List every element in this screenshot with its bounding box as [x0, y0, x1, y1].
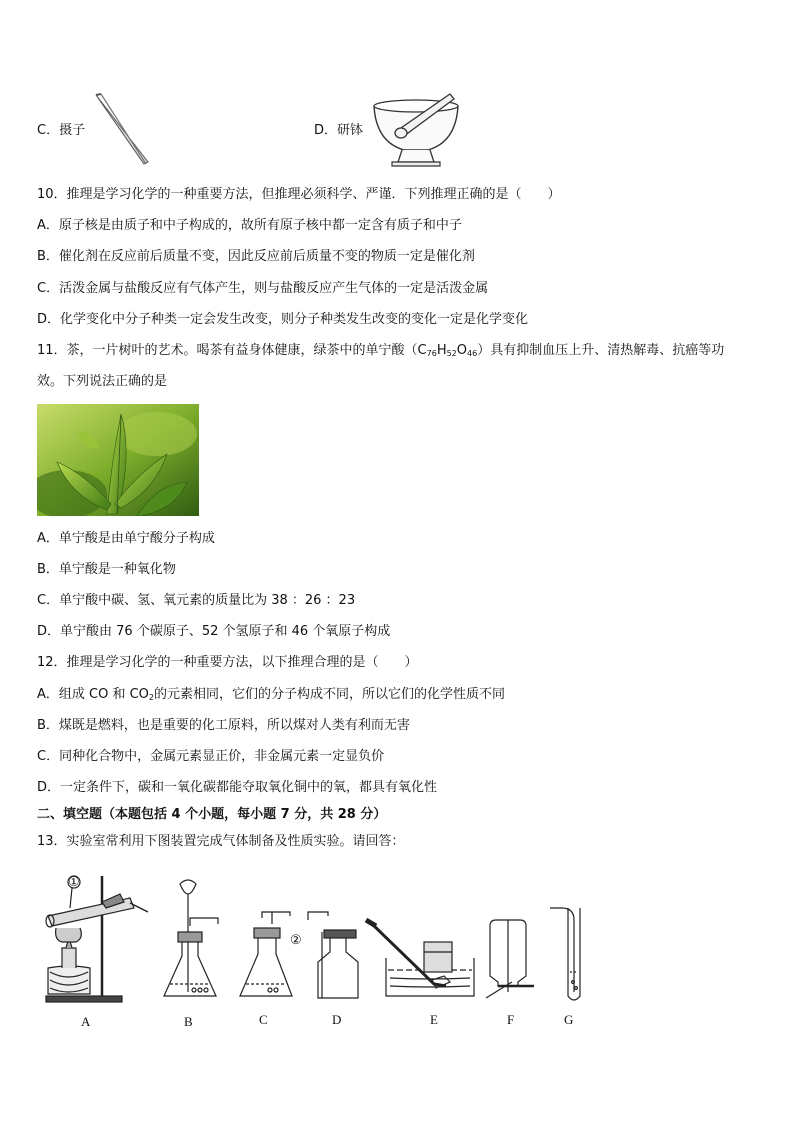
- q11-stem: 11．茶，一片树叶的艺术。喝茶有益身体健康，绿茶中的单宁酸$(C_{76}H_{52}O_{46})$具有抑制血压上升、清热解毒、抗癌等功: [37, 343, 725, 358]
- q12-option-b: B．煤既是燃料，也是重要的化工原料，所以煤对人类有利而无害: [37, 718, 410, 733]
- q10-option-d: D．化学变化中分子种类一定会发生改变，则分子种类发生改变的变化一定是化学变化: [37, 312, 529, 327]
- label-g: G: [564, 1012, 574, 1027]
- apparatus-b: [164, 880, 218, 996]
- label-a: A: [81, 1014, 91, 1029]
- q10-option-b: B．催化剂在反应前后质量不变，因此反应前后质量不变的物质一定是催化剂: [37, 249, 475, 264]
- apparatus-e: [366, 920, 474, 996]
- q12-option-d: D．一定条件下，碳和一氧化碳都能夺取氧化铜中的氧，都具有氧化性: [37, 780, 438, 795]
- q10-option-a: A．原子核是由质子和中子构成的，故所有原子核中都一定含有质子和中子: [37, 218, 462, 233]
- q11-option-d: D．单宁酸由 76 个碳原子、52 个氢原子和 46 个氧原子构成: [37, 624, 391, 639]
- label-e: E: [430, 1012, 438, 1027]
- label-c: C: [259, 1012, 268, 1027]
- apparatus-c: [240, 912, 292, 996]
- q12-option-c: C．同种化合物中，金属元素显正价，非金属元素一定显负价: [37, 749, 385, 764]
- label-b: B: [184, 1014, 193, 1029]
- q9-option-c: C．摄子: [37, 123, 86, 138]
- q10-stem: 10．推理是学习化学的一种重要方法，但推理必须科学、严谨．下列推理正确的是（ ）: [37, 187, 561, 202]
- label-f: F: [507, 1012, 515, 1027]
- q11-option-c: C．单宁酸中碳、氢、氧元素的质量比为 38 ：26 ：23: [37, 593, 356, 608]
- q11-option-a: A．单宁酸是由单宁酸分子构成: [37, 531, 215, 546]
- tea-leaves-photo: [37, 404, 199, 520]
- section-heading: 二、填空题（本题包括 4 个小题，每小题 7 分，共 28 分）: [37, 807, 387, 822]
- q9-option-d: D．研钵: [314, 123, 364, 138]
- marker-1: ①: [68, 874, 80, 889]
- mortar-pestle-image: [368, 90, 464, 174]
- tweezers-image: [92, 92, 152, 174]
- apparatus-d: [308, 912, 358, 998]
- q11-option-b: B．单宁酸是一种氧化物: [37, 562, 176, 577]
- apparatus-g: [550, 908, 580, 1000]
- q13-stem: 13．实验室常利用下图装置完成气体制备及性质实验。请回答：: [37, 834, 405, 849]
- marker-2: ②: [290, 932, 302, 947]
- label-d: D: [332, 1012, 342, 1027]
- q10-option-c: C．活泼金属与盐酸反应有气体产生，则与盐酸反应产生气体的一定是活泼金属: [37, 281, 489, 296]
- apparatus-f: [486, 920, 534, 998]
- apparatus-diagram: [40, 872, 600, 1012]
- q12-option-a: A．组成 CO 和 $CO_2$的元素相同，它们的分子构成不同，所以它们的化学性质不同: [37, 687, 506, 702]
- q11-stem-line2: 效。下列说法正确的是: [37, 374, 168, 389]
- apparatus-a: [46, 876, 148, 1002]
- q12-stem: 12．推理是学习化学的一种重要方法，以下推理合理的是（ ）: [37, 655, 418, 670]
